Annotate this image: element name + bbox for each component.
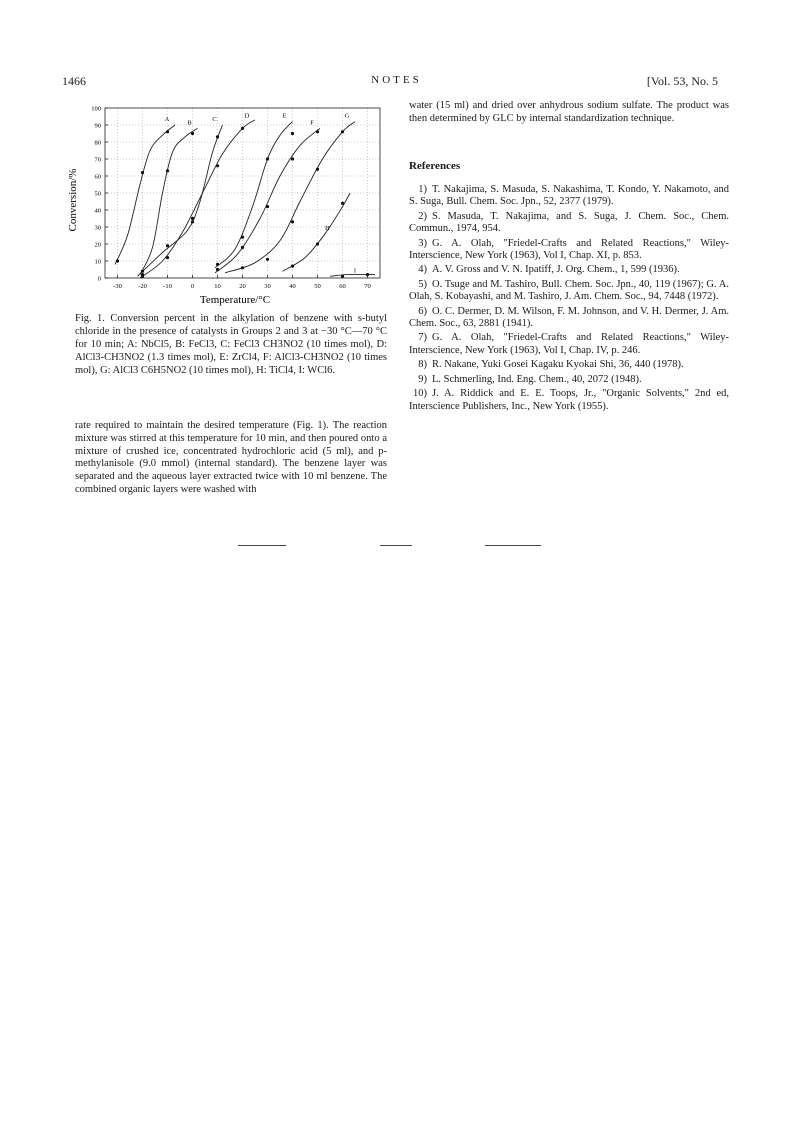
data-point-D [191, 217, 194, 220]
running-header: NOTES [371, 74, 422, 86]
chart-grid [105, 108, 380, 278]
series-label-B: B [187, 119, 192, 127]
data-point-E [216, 263, 219, 266]
y-tick-label: 70 [94, 156, 101, 164]
y-tick-label: 40 [94, 207, 101, 215]
data-point-I [341, 275, 344, 278]
data-point-H [316, 242, 319, 245]
reference-item: 1) T. Nakajima, S. Masuda, S. Nakashima, T. Kondo, Y. Nakamoto, and S. Suga, Bull. Chem. Soc. Jpn., 52, 2377 (1979). [409, 184, 729, 208]
x-tick-label: 70 [364, 283, 371, 290]
x-tick-label: -10 [163, 283, 172, 290]
y-tick-label: 0 [97, 275, 101, 283]
data-point-A [116, 259, 119, 262]
reference-item: 8) R. Nakane, Yuki Gosei Kagaku Kyokai Shi, 36, 440 (1978). [418, 359, 684, 371]
end-rule-right [485, 545, 541, 546]
series-label-I: I [353, 267, 357, 275]
x-tick-label: -30 [113, 283, 122, 290]
reference-item: 6) O. C. Dermer, D. M. Wilson, F. M. Johnson, and V. H. Dermer, J. Am. Chem. Soc., 63, 2881 (1941). [409, 305, 729, 330]
reference-item: 4) A. V. Gross and V. N. Ipatiff, J. Org. Chem., 1, 599 (1936). [418, 264, 680, 276]
data-point-G [266, 258, 269, 261]
series-curve-G [225, 122, 355, 273]
y-tick-label: 30 [94, 224, 101, 232]
end-rule-left [238, 545, 286, 546]
data-point-C [216, 135, 219, 138]
y-tick-label: 90 [94, 122, 101, 130]
conversion-chart [60, 100, 390, 310]
data-point-C [191, 220, 194, 223]
series-label-F: F [310, 119, 314, 127]
series-label-H: H [325, 224, 330, 232]
y-tick-label: 80 [94, 139, 101, 147]
x-tick-label: 40 [289, 283, 296, 290]
data-point-H [341, 202, 344, 205]
x-tick-label: 30 [264, 283, 271, 290]
data-point-F [241, 246, 244, 249]
data-point-D [141, 275, 144, 278]
data-point-G [341, 130, 344, 133]
reference-item: 5) O. Tsuge and M. Tashiro, Bull. Chem. Soc. Jpn., 40, 119 (1967); G. A. Olah, S. Kobayashi, and M. Tashiro, J. Am. Chem. Soc., 94, 7448 (1972). [409, 278, 729, 303]
data-point-A [141, 171, 144, 174]
reference-list [409, 184, 729, 415]
y-tick-label: 60 [94, 173, 101, 181]
series-curve-E [215, 122, 293, 268]
data-point-C [166, 244, 169, 247]
data-point-I [366, 273, 369, 276]
data-point-E [241, 236, 244, 239]
series-label-A: A [164, 116, 170, 123]
reference-item: 3) G. A. Olah, "Friedel-Crafts and Related Reactions," Wiley-Interscience, New York (1963), Vol I, Chap. XI, p. 853. [409, 237, 729, 262]
data-point-B [166, 169, 169, 172]
data-point-D [241, 127, 244, 130]
left-column-text: rate required to maintain the desired temperature (Fig. 1). The reaction mixture was stirred at this temperature for 10 min, and then poured onto a mixture of crushed ice, concentrated hydrochloric acid (5 ml), and p-methylanisole (9.0 mmol) (internal standard). The benzene layer was separated and the aqueous layer extracted twice with 10 ml benzene. The combined organic layers were washed with [75, 420, 387, 495]
right-column-text: water (15 ml) and dried over anhydrous sodium sulfate. The product was then determined by GLC by internal standardization technique. [409, 100, 729, 124]
y-axis-label: Conversion/% [67, 168, 79, 232]
chart-series-labels [165, 113, 356, 275]
data-point-E [291, 132, 294, 135]
data-point-D [166, 256, 169, 259]
series-label-E: E [282, 112, 287, 120]
data-point-A [166, 130, 169, 133]
series-curve-A [115, 125, 175, 264]
x-tick-label: 0 [190, 283, 195, 290]
series-label-D: D [244, 112, 250, 120]
x-tick-label: 60 [339, 283, 346, 290]
data-point-F [266, 205, 269, 208]
reference-item: 9) L. Schmerling, Ind. Eng. Chem., 40, 2072 (1948). [418, 373, 642, 385]
reference-item: 2) S. Masuda, T. Nakajima, and S. Suga, J. Chem. Soc., Chem. Commun., 1974, 954. [409, 210, 729, 235]
x-tick-label: 50 [314, 283, 321, 290]
reference-item: 7) G. A. Olah, "Friedel-Crafts and Related Reactions," Wiley-Interscience, New York (1963), Vol I, Chap. IV, p. 246. [409, 332, 729, 356]
reference-item: 10) J. A. Riddick and E. E. Toops, Jr., "Organic Solvents," 2nd ed, Interscience Publishers, Inc., New York (1955). [409, 388, 729, 412]
series-label-G: G [344, 112, 350, 120]
end-rule-center [380, 545, 412, 546]
chart-axes [91, 106, 380, 291]
data-point-G [291, 220, 294, 223]
data-point-B [141, 270, 144, 273]
data-point-H [291, 265, 294, 268]
page-number: 1466 [62, 74, 86, 88]
x-tick-label: 20 [239, 283, 246, 290]
chart-curves [115, 120, 375, 278]
data-point-B [191, 132, 194, 135]
y-tick-label: 10 [94, 258, 101, 266]
x-tick-label: 10 [214, 283, 221, 290]
y-tick-label: 20 [94, 241, 101, 249]
y-tick-label: 50 [94, 190, 101, 198]
data-point-F [316, 130, 319, 133]
references-heading: References [409, 160, 461, 172]
data-point-D [216, 164, 219, 167]
data-point-F [291, 157, 294, 160]
volume-label: [Vol. 53, No. 5 [646, 74, 718, 88]
x-tick-label: -20 [138, 283, 147, 290]
data-point-G [316, 168, 319, 171]
x-axis-label: Temperature/°C [199, 294, 271, 306]
series-label-C: C [212, 116, 217, 123]
figure-caption: Fig. 1. Conversion percent in the alkylation of benzene with s-butyl chloride in the presence of catalysts in Groups 2 and 3 at −30 °C—70 °C for 10 min; A: NbCl5, B: FeCl3, C: FeCl3 CH3NO2 (10 times mol), D: AlCl3-CH3NO2 (1.3 times mol), E: ZrCl4, F: AlCl3-CH3NO2 (10 times mol), G: AlCl3 C6H5NO2 (10 times mol), H: TiCl4, I: WCl6. [75, 313, 387, 376]
data-point-F [216, 268, 219, 271]
data-point-E [266, 157, 269, 160]
data-point-G [241, 266, 244, 269]
y-tick-label: 100 [91, 105, 101, 113]
